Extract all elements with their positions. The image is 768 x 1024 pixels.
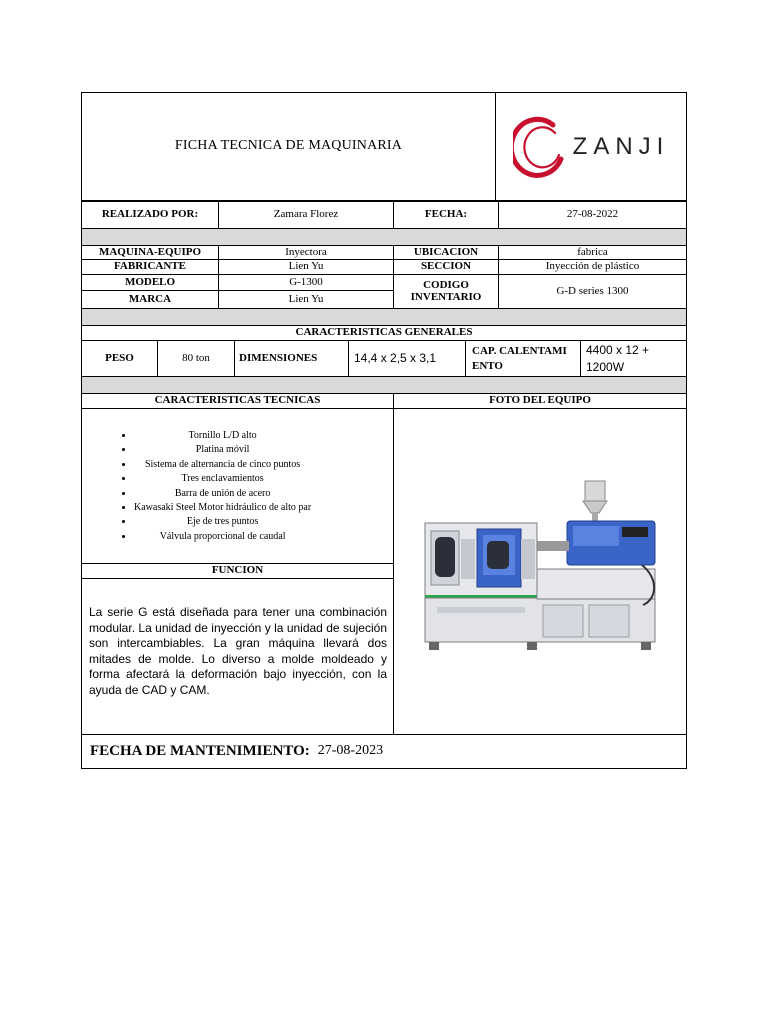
mantenimiento-label: FECHA DE MANTENIMIENTO: bbox=[90, 742, 310, 759]
generales-title: CARACTERISTICAS GENERALES bbox=[81, 325, 687, 341]
list-item: • Kawasaki Steel Motor hidráulico de alto par bbox=[134, 501, 311, 515]
list-item: • Tornillo L/D alto bbox=[134, 429, 311, 443]
list-item: • Sistema de alternancia de cinco puntos bbox=[134, 458, 311, 472]
dimensiones-value: 14,4 x 2,5 x 3,1 bbox=[348, 340, 466, 377]
foto-box bbox=[393, 408, 687, 735]
tecnicas-list bbox=[82, 429, 311, 544]
separator-row bbox=[81, 308, 687, 326]
funcion-box bbox=[81, 578, 394, 735]
modelo-value: G-1300 bbox=[218, 274, 394, 291]
funcion-text: La serie G está diseñada para tener una combinación modular. La unidad de inyección y la unidad de sujeción son intercambiables. La gran máquina llevará dos mitades de molde. Lo diverso a molde moldeado y forma afectará la deformación bajo inyección, con la ayuda de CAD y CAM. bbox=[89, 605, 387, 697]
zanji-logo-mark bbox=[513, 115, 569, 179]
tecnicas-box bbox=[81, 408, 394, 564]
list-item: • Tres enclavamientos bbox=[134, 472, 311, 486]
machine-photo bbox=[417, 479, 663, 665]
maquina-label: MAQUINA-EQUIPO bbox=[81, 245, 219, 260]
separator-row bbox=[81, 228, 687, 246]
cap-label: CAP. CALENTAMI ENTO bbox=[465, 340, 581, 377]
marca-label: MARCA bbox=[81, 290, 219, 309]
fabricante-value: Lien Yu bbox=[218, 259, 394, 275]
fecha-label: FECHA: bbox=[393, 201, 499, 229]
marca-value: Lien Yu bbox=[218, 290, 394, 309]
cap-value: 4400 x 12 + 1200W bbox=[580, 340, 687, 377]
dimensiones-label: DIMENSIONES bbox=[234, 340, 349, 377]
mantenimiento-row bbox=[81, 734, 687, 769]
tecnicas-title: CARACTERISTICAS TECNICAS bbox=[81, 393, 394, 409]
codigo-value: G-D series 1300 bbox=[498, 274, 687, 309]
realizado-label: REALIZADO POR: bbox=[81, 201, 219, 229]
realizado-value: Zamara Florez bbox=[218, 201, 394, 229]
ubicacion-value: fabrica bbox=[498, 245, 687, 260]
peso-label: PESO bbox=[81, 340, 158, 377]
foto-title: FOTO DEL EQUIPO bbox=[393, 393, 687, 409]
modelo-label: MODELO bbox=[81, 274, 219, 291]
zanji-logo bbox=[513, 115, 670, 179]
logo-text: ZANJI bbox=[572, 132, 670, 160]
list-item: • Eje de tres puntos bbox=[134, 515, 311, 529]
peso-value: 80 ton bbox=[157, 340, 235, 377]
ubicacion-label: UBICACION bbox=[393, 245, 499, 260]
seccion-value: Inyección de plástico bbox=[498, 259, 687, 275]
codigo-label: CODIGO INVENTARIO bbox=[393, 274, 499, 309]
mantenimiento-value: 27-08-2023 bbox=[317, 743, 384, 759]
funcion-title: FUNCION bbox=[81, 563, 394, 579]
fabricante-label: FABRICANTE bbox=[81, 259, 219, 275]
list-item: • Platina móvil bbox=[134, 443, 311, 457]
title-cell bbox=[81, 92, 496, 201]
list-item: • Barra de unión de acero bbox=[134, 487, 311, 501]
fecha-value: 27-08-2022 bbox=[498, 201, 687, 229]
page-title: FICHA TECNICA DE MAQUINARIA bbox=[174, 138, 403, 154]
list-item: • Válvula proporcional de caudal bbox=[134, 530, 311, 544]
seccion-label: SECCION bbox=[393, 259, 499, 275]
separator-row bbox=[81, 376, 687, 394]
maquina-value: Inyectora bbox=[218, 245, 394, 260]
logo-cell bbox=[495, 92, 687, 201]
